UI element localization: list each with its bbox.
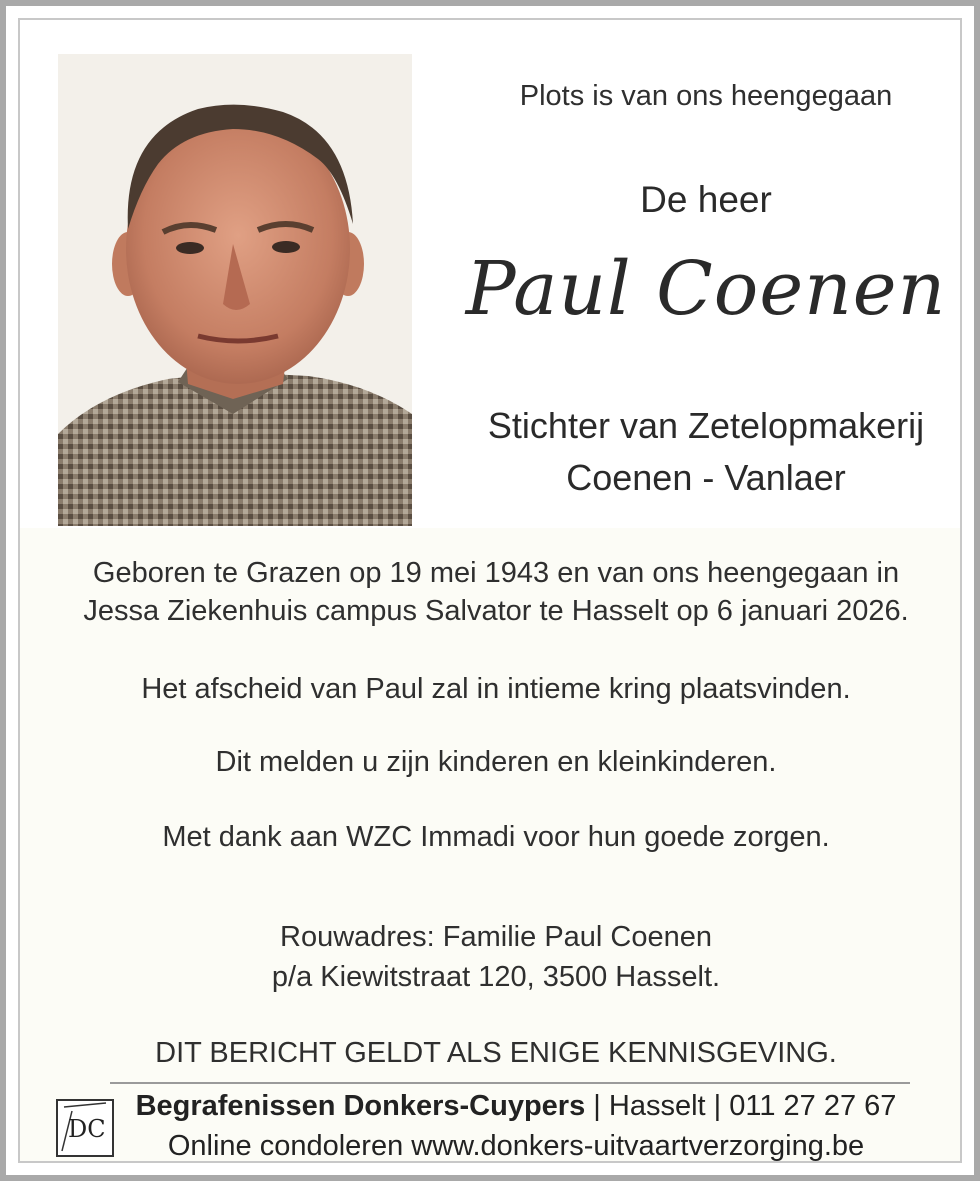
address-line-1: Rouwadres: Familie Paul Coenen: [280, 921, 712, 953]
funeral-home-phone: 011 27 27 67: [729, 1090, 897, 1122]
portrait-photo: [58, 54, 412, 526]
separator: |: [705, 1090, 730, 1122]
funeral-home-city: Hasselt: [608, 1090, 706, 1122]
founder-line-2: Coenen - Vanlaer: [566, 457, 846, 498]
condolence-link[interactable]: Online condoleren www.donkers-uitvaartverzorging.be: [167, 1130, 865, 1162]
founder-line-1: Stichter van Zetelopmakerij: [487, 405, 925, 446]
logo-monogram: DC: [68, 1115, 106, 1143]
founder-text: [436, 400, 976, 504]
funeral-home-name: Begrafenissen Donkers-Cuypers: [135, 1090, 586, 1122]
birth-line-1: Geboren te Grazen op 19 mei 1943 en van ons heengegaan in: [92, 557, 900, 589]
honorific: De heer: [640, 179, 772, 220]
deceased-name: Paul Coenen: [465, 246, 947, 332]
funeral-home-line: [66, 1090, 966, 1123]
separator: |: [585, 1090, 609, 1122]
farewell-text: Het afscheid van Paul zal in intieme kring plaatsvinden.: [141, 673, 851, 705]
intro-text: Plots is van ons heengegaan: [519, 80, 893, 112]
birth-line-2: Jessa Ziekenhuis campus Salvator te Hasselt op 6 januari 2026.: [83, 595, 909, 627]
footer-divider: [110, 1082, 910, 1084]
announcement-text: Dit melden u zijn kinderen en kleinkinderen.: [215, 746, 777, 778]
notice-text: DIT BERICHT GELDT ALS ENIGE KENNISGEVING.: [155, 1037, 837, 1069]
address-line-2: p/a Kiewitstraat 120, 3500 Hasselt.: [271, 961, 721, 993]
thanks-text: Met dank aan WZC Immadi voor hun goede zorgen.: [162, 821, 830, 853]
